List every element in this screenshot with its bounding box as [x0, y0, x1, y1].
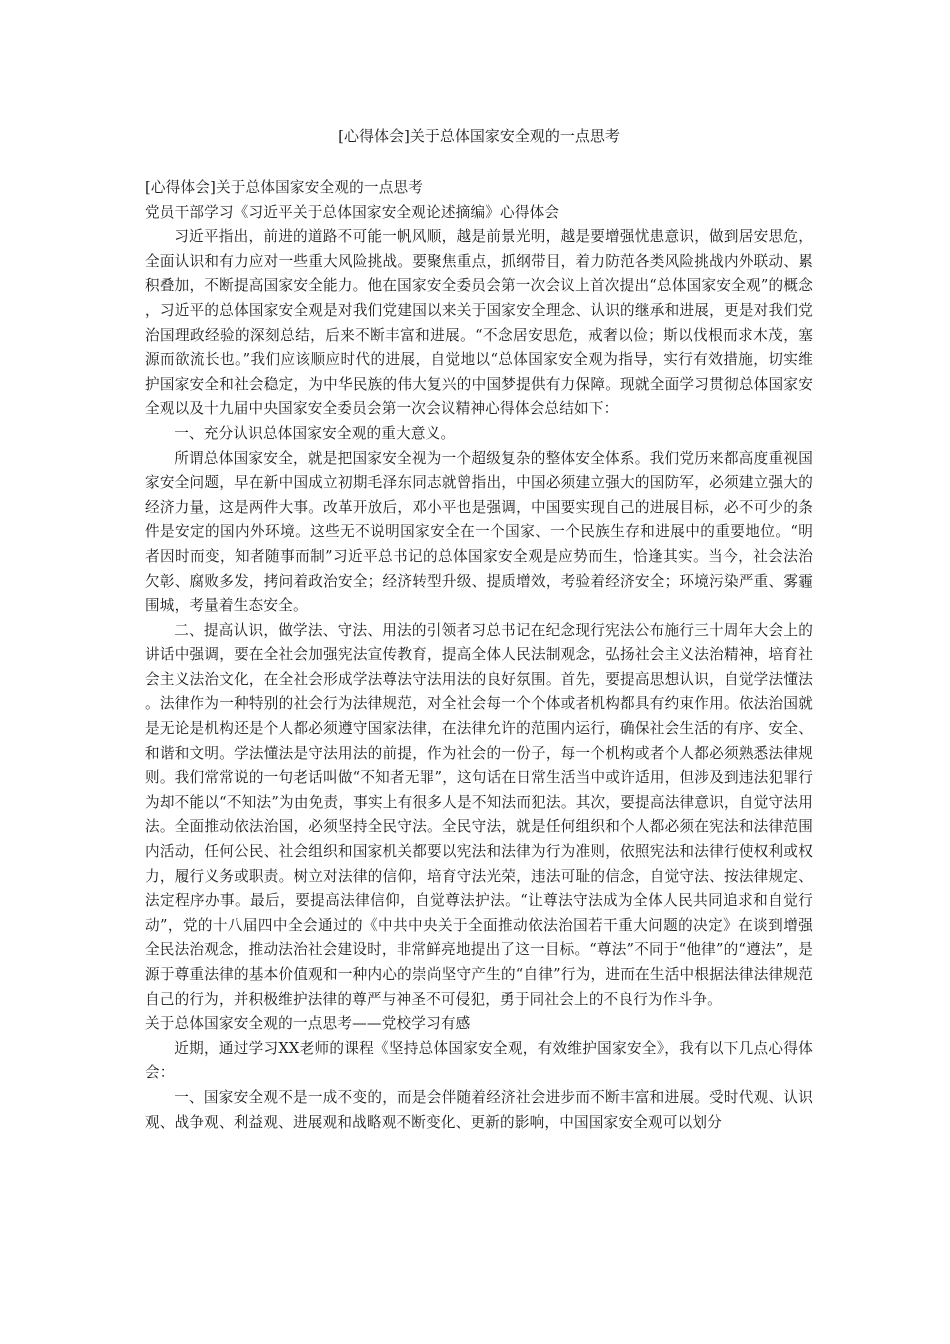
section-heading: 一、充分认识总体国家安全观的重大意义。 [174, 424, 456, 442]
paragraph: 近期，通过学习XX老师的课程《坚持总体国家安全观，有效维护国家安全》，我有以下几点心得体会： [145, 1039, 813, 1082]
paragraph: [心得体会]关于总体国家安全观的一点思考 [145, 179, 424, 196]
document-body [145, 176, 813, 1135]
paragraph: 一、国家安全观不是一成不变的，而是会伴随着经济社会进步而不断丰富和进展。受时代观、认识观、战争观、利益观、进展观和战略观不断变化、更新的影响，中国国家安全观可以划分 [145, 1088, 813, 1131]
paragraph: 二、提高认识，做学法、守法、用法的引领者习总书记在纪念现行宪法公布施行三十周年大会上的讲话中强调，要在全社会加强宪法宣传教育，提高全体人民法制观念，弘扬社会主义法治精神，培育社会主义法治文化，在全社会形成学法尊法守法用法的良好氛围。首先，要提高思想认识，自觉学法懂法。法律作为一种特别的社会行为法律规范，对全社会每一个个体或者机构都具有约束作用。依法治国就是无论是机构还是个人都必须遵守国家法律，在法律允许的范围内运行，确保社会生活的有序、安全、和谐和文明。学法懂法是守法用法的前提，作为社会的一份子，每一个机构或者个人都必须熟悉法律规则。我们常常说的一句老话叫做“不知者无罪”，这句话在日常生活当中或许适用，但涉及到违法犯罪行为却不能以“不知法”为由免责，事实上有很多人是不知法而犯法。其次，要提高法律意识，自觉守法用法。全面推动依法治国，必须坚持全民守法。全民守法，就是任何组织和个人都必须在宪法和法律范围内活动，任何公民、社会组织和国家机关都要以宪法和法律为行为准则，依照宪法和法律行使权利或权力，履行义务或职责。树立对法律的信仰，培育守法光荣，违法可耻的信念，自觉守法、按法律规定、法定程序办事。最后，要提高法律信仰，自觉尊法护法。“让尊法守法成为全体人民共同追求和自觉行动”，党的十八届四中全会通过的《中共中央关于全面推动依法治国若干重大问题的决定》在谈到增强全民法治观念，推动法治社会建设时，非常鲜亮地提出了这一目标。“尊法”不同于“他律”的“遵法”，是源于尊重法律的基本价值观和一种内心的崇尚坚守产生的“自律”行为，进而在生活中根据法律法律规范自己的行为，并积极维护法律的尊严与神圣不可侵犯，勇于同社会上的不良行为作斗争。 [145, 621, 813, 1008]
paragraph: 所谓总体国家安全，就是把国家安全视为一个超级复杂的整体安全体系。我们党历来都高度重视国家安全问题，早在新中国成立初期毛泽东同志就曾指出，中国必须建立强大的国防军，必须建立强大的经济力量，这是两件大事。改革开放后，邓小平也是强调，中国要实现自己的进展目标，必不可少的条件是安定的国内外环境。这些无不说明国家安全在一个国家、一个民族生存和进展中的重要地位。“明者因时而变，知者随事而制”习近平总书记的总体国家安全观是应势而生，恰逢其实。当今，社会法治欠彰、腐败多发，拷问着政治安全；经济转型升级、提质增效，考验着经济安全；环境污染严重、雾霾围城，考量着生态安全。 [145, 449, 813, 615]
paragraph: 习近平指出，前进的道路不可能一帆风顺，越是前景光明，越是要增强忧患意识，做到居安思危，全面认识和有力应对一些重大风险挑战。要聚焦重点，抓纲带目，着力防范各类风险挑战内外联动、累积叠加，不断提高国家安全能力。他在国家安全委员会第一次会议上首次提出“总体国家安全观”的概念，习近平的总体国家安全观是对我们党建国以来关于国家安全理念、认识的继承和进展，更是对我们党治国理政经验的深刻总结，后来不断丰富和进展。“不念居安思危，戒奢以俭；斯以伐根而求木茂，塞源而欲流长也。”我们应该顺应时代的进展，自觉地以“总体国家安全观为指导，实行有效措施，切实维护国家安全和社会稳定，为中华民族的伟大复兴的中国梦提供有力保障。现就全面学习贯彻总体国家安全观以及十九届中央国家安全委员会第一次会议精神心得体会总结如下： [145, 228, 813, 418]
paragraph: 党员干部学习《习近平关于总体国家安全观论述摘编》心得体会 [145, 203, 560, 221]
document-title: [心得体会]关于总体国家安全观的一点思考 [338, 127, 620, 145]
subtitle: 关于总体国家安全观的一点思考——党校学习有感 [145, 1015, 471, 1033]
